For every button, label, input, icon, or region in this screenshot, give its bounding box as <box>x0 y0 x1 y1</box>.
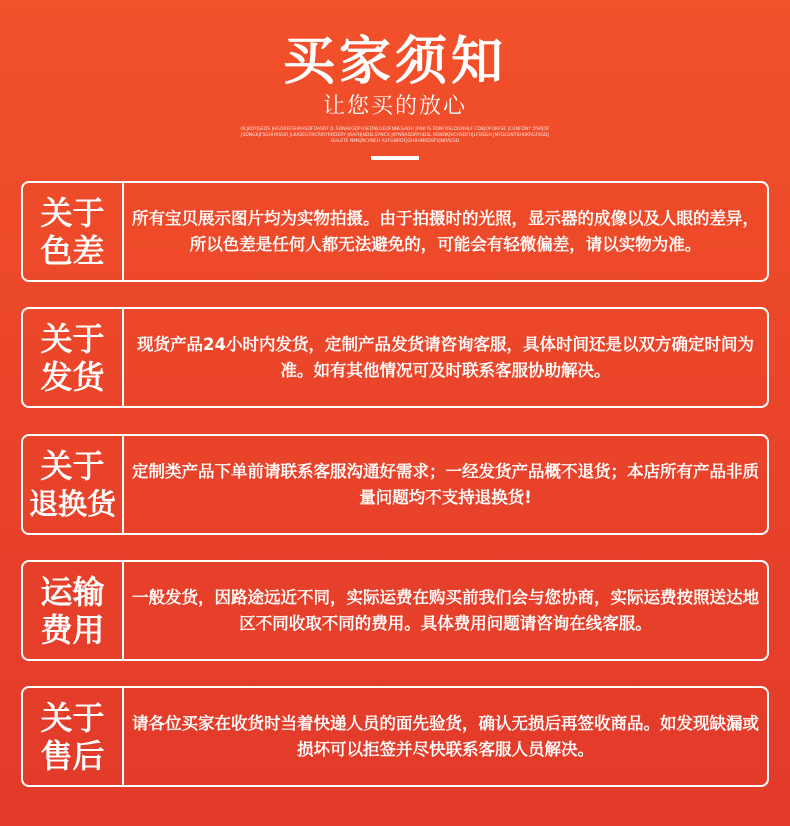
card-label-line: 退换货 <box>28 486 116 521</box>
notice-card-freight <box>21 560 769 661</box>
card-description: 所有宝贝展示图片均为实物拍摄。由于拍摄时的光照，显示器的成像以及人眼的差异，所以色差是任何人都无法避免的，可能会有轻微偏差，请以实物为准。 <box>132 208 759 254</box>
card-label <box>23 183 124 280</box>
title-underline <box>371 156 419 160</box>
card-label-line: 关于 <box>40 446 105 485</box>
card-description: 定制类产品下单前请联系客服沟通好需求；一经发货产品概不退货；本店所有产品非质量问题均不支持退换货! <box>132 461 759 507</box>
card-label <box>23 309 124 406</box>
notice-card-after-sales <box>21 686 769 787</box>
card-label <box>23 562 124 659</box>
decorative-fine-print: OLJKDFJSEDS JHGOREFSHRHSDFDASDF JL SDNAEGDFHSEDNLGEUFNNESADH JFNK IS EDNFOSLDILNHLF CDBJOFOKFSE JCGNFDNY DSRJOFJSDNGKJFSGHHRSOR JLKASEGFNCRIRYRRDERY JOAFHJNDSLSYNCX JKYNRASDRYHDSL KRNDKJVCHSDFUJLFDSGH JMFDLGNTSHUKRGFKSDJGHLSTE NMKJRCVNEH ASFGNRDFJGHBHNRDSFVJNRAESD <box>240 127 550 144</box>
card-label-line: 费用 <box>40 610 105 649</box>
card-description: 现货产品24小时内发货，定制产品发货请咨询客服，具体时间还是以双方确定时间为准。如有其他情况可及时联系客服协助解决。 <box>137 334 754 380</box>
card-label-line: 运输 <box>40 572 105 611</box>
card-label-line: 售后 <box>40 736 105 775</box>
card-label-line: 色差 <box>40 231 105 270</box>
card-description: 一般发货，因路途远近不同，实际运费在购买前我们会与您协商，实际运费按照送达地区不同收取不同的费用。具体费用问题请咨询在线客服。 <box>132 587 759 633</box>
notice-card-returns <box>21 434 769 535</box>
card-label-line: 发货 <box>40 357 105 396</box>
page-subtitle: 让您买的放心 <box>322 94 467 119</box>
card-description: 请各位买家在收货时当着快递人员的面先验货，确认无损后再签收商品。如发现缺漏或损坏可以拒签并尽快联系客服人员解决。 <box>132 713 759 759</box>
card-label-line: 关于 <box>40 193 105 232</box>
card-label-line: 关于 <box>40 698 105 737</box>
header <box>0 0 790 170</box>
card-label <box>23 436 124 533</box>
card-label <box>23 688 124 785</box>
notice-card-color-difference <box>21 181 769 282</box>
page-title: 买家须知 <box>282 32 507 92</box>
card-label-line: 关于 <box>40 319 105 358</box>
notice-card-shipping <box>21 307 769 408</box>
